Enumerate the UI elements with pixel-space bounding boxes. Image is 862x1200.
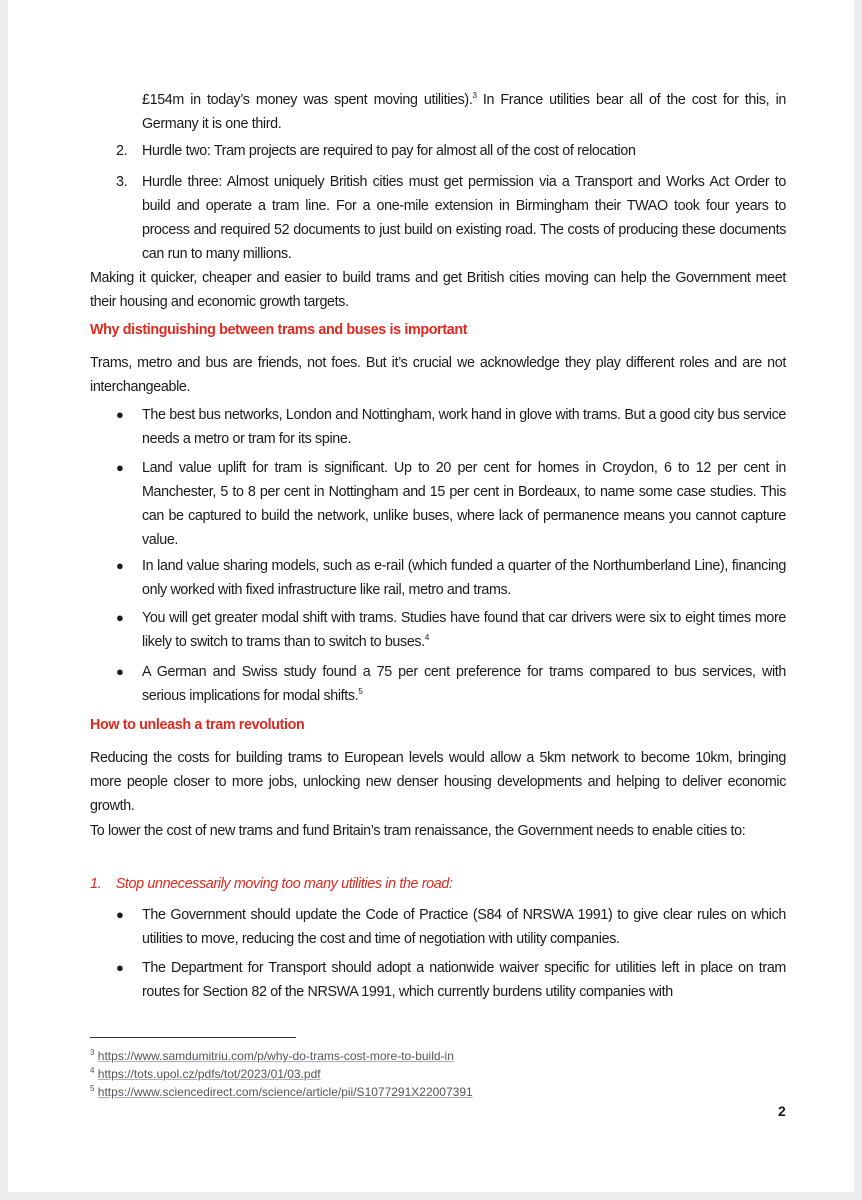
text: Stop unnecessarily moving too many utilities in the road: [115, 876, 453, 892]
text: The Government should update the Code of Practice (S84 of NRSWA 1991) to give clear rules on which utilities to move, reducing the cost and time of negotiation with utility companies. [142, 907, 786, 947]
paragraph: Reducing the costs for building trams to European levels would allow a 5km network to become 10km, bringing more people closer to more jobs, unlocking new denser housing developments and helping to deliver economic growth. [90, 750, 786, 814]
section-heading: How to unleash a tram revolution [90, 717, 305, 733]
bullet-item [116, 956, 786, 1004]
bullet-item [116, 606, 786, 654]
bullet-item [116, 403, 786, 451]
footnote-ref[interactable]: 4 [424, 633, 429, 643]
bullet-icon: ● [116, 460, 124, 475]
text: A German and Swiss study found a 75 per cent preference for trams compared to bus services, with serious implications for modal shifts. [142, 664, 786, 704]
footnote-number: 3 [90, 1048, 95, 1057]
list-item-hurdle-3 [116, 170, 786, 266]
bullet-item [116, 456, 786, 552]
text: In land value sharing models, such as e-rail (which funded a quarter of the Northumberland Line), financing only worked with fixed infrastructure like rail, metro and trams. [142, 558, 786, 598]
footnote-link[interactable]: https://www.sciencedirect.com/science/article/pii/S1077291X22007391 [97, 1085, 473, 1099]
footnote [90, 1065, 321, 1083]
footnote [90, 1083, 473, 1101]
text: Land value uplift for tram is significant. Up to 20 per cent for homes in Croydon, 6 to 12 per cent in Manchester, 5 to 8 per cent in Nottingham and 15 per cent in Bordeaux, to name some case studies. This can be captured to build the network, unlike buses, where lack of permanence means you cannot capture value. [142, 460, 786, 548]
text: You will get greater modal shift with trams. Studies have found that car drivers were six to eight times more likely to switch to trams than to switch to buses. [142, 610, 786, 650]
bullet-icon: ● [116, 664, 124, 679]
bullet-icon: ● [116, 960, 124, 975]
page-number: 2 [778, 1103, 786, 1119]
text: The Department for Transport should adopt a nationwide waiver specific for utilities left in place on tram routes for Section 82 of the NRSWA 1991, which currently burdens utility companies with [142, 960, 786, 1000]
footnote-link[interactable]: https://tots.upol.cz/pdfs/tot/2023/01/03.pdf [97, 1067, 321, 1081]
footnote-ref[interactable]: 5 [358, 687, 363, 697]
footnote-number: 4 [90, 1066, 95, 1075]
action-item [90, 872, 786, 896]
text: Hurdle three: Almost uniquely British cities must get permission via a Transport and Works Act Order to build and operate a tram line. For a one-mile extension in Birmingham their TWAO took four years to process and required 52 documents to just build on existing road. The costs of producing these documents can run to many millions. [142, 174, 786, 262]
footnote-divider [90, 1037, 296, 1038]
bullet-item [116, 903, 786, 951]
text: £154m in today’s money was spent moving utilities). [142, 92, 473, 108]
footnote-ref[interactable]: 3 [472, 91, 477, 101]
bullet-icon: ● [116, 610, 124, 625]
list-item-continuation [142, 88, 786, 136]
bullet-icon: ● [116, 407, 124, 422]
text: The best bus networks, London and Nottingham, work hand in glove with trams. But a good city bus service needs a metro or tram for its spine. [142, 407, 786, 447]
list-item-hurdle-2 [116, 139, 786, 163]
list-number: 2. [116, 143, 128, 159]
bullet-icon: ● [116, 907, 124, 922]
text: In France utilities bear all of the cost for this, in Germany it is one third. [142, 92, 786, 132]
list-number: 1. [90, 876, 102, 892]
text: Hurdle two: Tram projects are required to pay for almost all of the cost of relocation [142, 143, 636, 159]
list-number: 3. [116, 174, 128, 190]
document-page [8, 0, 854, 1192]
paragraph: To lower the cost of new trams and fund Britain’s tram renaissance, the Government needs to enable cities to: [90, 823, 746, 839]
footnote-link[interactable]: https://www.samdumitriu.com/p/why-do-trams-cost-more-to-build-in [97, 1049, 454, 1063]
section-heading: Why distinguishing between trams and buses is important [90, 322, 468, 338]
paragraph: Making it quicker, cheaper and easier to build trams and get British cities moving can help the Government meet their housing and economic growth targets. [90, 270, 786, 310]
bullet-item [116, 554, 786, 602]
footnote [90, 1047, 454, 1065]
footnote-number: 5 [90, 1084, 95, 1093]
bullet-icon: ● [116, 558, 124, 573]
bullet-item [116, 660, 786, 708]
paragraph: Trams, metro and bus are friends, not foes. But it’s crucial we acknowledge they play different roles and are not interchangeable. [90, 355, 786, 395]
